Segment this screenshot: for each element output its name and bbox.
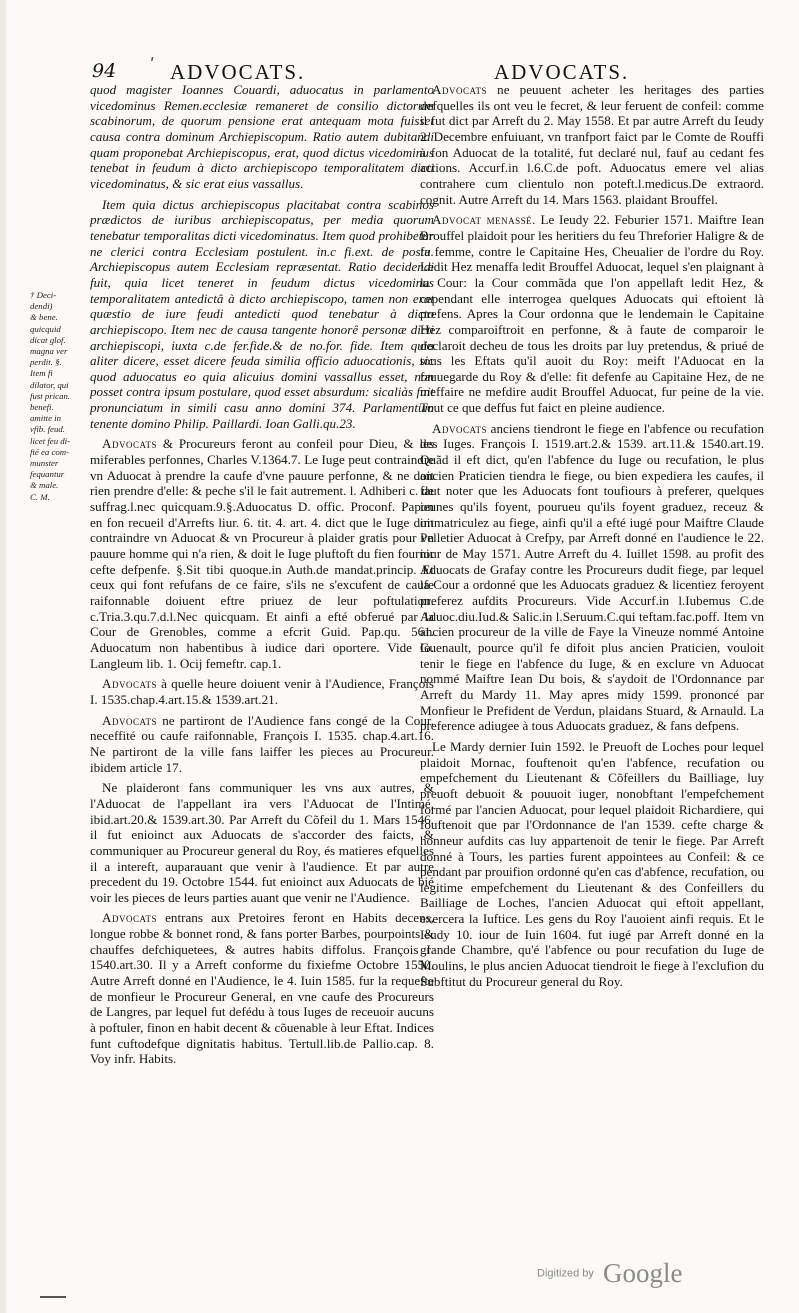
marginal-note-line: vfib. feud. [30, 424, 65, 435]
marginal-note-line: fust prican. [30, 390, 71, 401]
paragraph-text: Ne plaideront fans communiquer les vns aux autres, & l'Aduocat de l'appellant ira vers l'Aduocat de l'Intimé, ibid.art.20.& 1539.art.30. Par Arreft du Cõfeil du 1. Mars 1546. il fut enioinct aux Aduocats de s'accorder des faicts, & communiquer au Procureur general du Roy, és matieres efquelles il a intereft, auparauant que venir à l'audience. Et par autre precedent du 19. Octobre 1544. fut enioinct aux Aduocats de bié voir les pieces de leurs parties auant que venir ne l'Audience. [90, 780, 434, 905]
marginal-note-line: fequantur [30, 469, 65, 480]
marginal-note-line: benefi. [30, 402, 54, 413]
paragraph-lead-word: Advocats [102, 436, 157, 452]
marginal-note-line: & bene. [30, 312, 58, 323]
watermark-prefix: Digitized by [537, 1267, 594, 1280]
paragraph-lead-word: Advocats [102, 676, 157, 692]
paragraph-text: & Procureurs feront au confeil pour Dieu, & les miferables perfonnes, Charles V.1364.7. Le Iuge peut contraindre vn Aduocat à prendre la caufe d'vne pauure perfonne, & ne doit rien prendre d'elle: & peche s'il le fait autrement. l. Adhiberi c. de suffrag.l.nec quicquam.9.§.Aduocatus D. offic. Proconf. Papon en fon recueil d'Arrefts liur. 6. tit. 4. art. 4. dict que le Iuge doit contraindre vn Aduocat & vn Procureur à plaider gratis pour vn pauure homme qui n'a rien, & doit le Iuge pluftoft du fien fournir cefte defpenfe. §.Sit tibi quoque.in Auth.de mandat.princip. Et ceux qui font refufans de ce faire, s'ils ne s'excufent de caufe raifonnable doiuent eftre priuez de leur poftulation. c.Tria.3.qu.7.d.l.Nec quicquam. Et ainfi a efté obferué par la Cour de Grenobles, comme a efcrit Guid. Pap.qu. 561. Aduocatum non habentibus à iudice dari oportere. Vide Io. Langleum lib. 1. Ocij femeftr. cap.1. [90, 436, 434, 671]
paragraph [420, 739, 764, 990]
running-head-left: ADVOCATS. [170, 60, 306, 84]
flourish-mark: ʹ [150, 55, 155, 74]
paragraph-text: anciens tiendront le fiege en l'abfence ou recufation des Iuges. François I. 1519.art.2.& 1539. art.11.& 1540.art.19. Quãd il eft dict, qu'en l'abfence du Iuge ou recufation, le plus ancien Praticien tiendra le fiege, ou bien expediera les caufes, il faut noter que les Aduocats font toufiours à preferer, quelques ieunes qu'ils foyent, pourueu qu'ils foyent graduez, receuz & immatriculez au fiege, ainfi qu'il a efté iugé pour Maiftre Claude Pelletier Aduocat à Crefpy, par Arreft donné en l'audience le 22. iour de May 1571. Autre Arreft du 4. Iuillet 1598. au profit des Aduocats de Grafay contre les Procureurs dudit fiege, par lequel la Cour a ordonné que les Aduocats graduez & licentiez feroyent preferez aufdits Procureurs. Vide Accurf.in l.Iubemus C.de Aduoc.diu.Iud.& Salic.in l.Seruum.C.qui teftam.fac.poff. Item vn ancien procureur de la ville de Faye la Vineuze nommé Antoine Guenault, pource qu'il fe difoit plus ancien Praticien, vouloit tenir le fiege en l'abfence du Iuge, & en exclure vn Aduocat nommé Maiftre Iean Du bois, & s'aydoit de l'Ordonnance par Arreft du Mardy 11. May apres midy 1599. prononcé par Monfieur le Prefident de Verdun, plaidans Stuard, & Arnauld. La preference adiugee à tous Aduocats graduez, & fans defpens. [420, 420, 764, 734]
marginal-note [30, 290, 80, 503]
google-logo: Google [602, 1258, 683, 1288]
marginal-note-line: dendi) [30, 301, 53, 312]
corner-mark [40, 1296, 66, 1298]
digitized-by-watermark [537, 1258, 682, 1289]
running-head-right: ADVOCATS. [494, 60, 630, 84]
left-column [90, 82, 434, 1067]
paragraph-text: Le Mardy dernier Iuin 1592. le Preuoft de Loches pour lequel plaidoit Mornac, fouftenoit qu'en l'abfence, recufation ou empefchement du Lieutenant & Cõfeillers du Bailliage, luy preuoft debuoit & pouuoit iuger, nonobftant l'empefchement formé par l'ancien Aduocat, pour lequel plaidoit Richardiere, qui fouftenoit que par l'Ordonnance de l'an 1539. cefte charge & honneur aufdits cas luy appartenoit de tenir le fiege. Par Arreft donné à Tours, les parties furent appointees au Confeil: & ce pendant par prouifion ordonné qu'en cas d'abfence, recufation, ou legitime empefchement du Lieutenant & des Confeillers du Bailliage de Loches, l'ancien Aduocat qui eftoit appellant, exercera la Iuftice. Les gens du Roy l'auoient ainfi requis. Et le Ieudy 10. iour de Iuin 1604. fut iugé par Arreft donné en la grande Chambre, qu'é l'abfence ou pour recufation du Iuge de Moulins, le plus ancien Aduocat tiendroit le fiege à l'exclufion du Subftitut du Procureur general du Roy. [420, 738, 764, 989]
paragraph-lead-word: Advocat menassé. [432, 212, 536, 228]
marginal-note-line: amitte in [30, 413, 62, 424]
marginal-note-line: munster [30, 458, 59, 469]
marginal-note-line: licet feu di- [30, 435, 71, 446]
marginal-note-line: dicat glof. [30, 334, 66, 345]
paragraph-text: Item quia dictus archiepiscopus placitabat contra scabinos prædictos de iuribus archiepiscopatus, per media quorum tenebatur temporalitas dicti vicedominatus. Item quod prohibetur ne clerici contra Ecclesiam postulent. in.c fi.ext. de postu. Archiepiscopus autem Ecclesiam repræsentat. Ratio decidendi fuit, quia licet teneret in feudum dictus vicedominus temporalitatem antedictâ à dicto archiepiscopo, tamen non erat quæstio de iure feudi antedicti quod tenebatur à dicto archiepiscopo. Item nec de causa tangente honorê personæ dicti archiepiscopi, iuxta c.de fer.fide.& de no.for. fide. Item quia aliter dicere, esset dicere feuda similia officio aduocationis, sic quod aduocatus eo quia alicuius domini vassallus esset, non posset contra ipsum postulare, quod esset absurdum: sicaliàs fuit pronunciatum in simili casu anno domini 374. Parlamentum tenente domino Philip. Paillardi. Ioan Galli.qu.23. [90, 196, 434, 431]
paragraph [420, 82, 764, 207]
paragraph-lead-word: Advocats [102, 910, 157, 926]
paragraph [90, 82, 434, 192]
paragraph [420, 421, 764, 734]
marginal-note-line: perdit. §. [30, 357, 62, 368]
paragraph-text: ne peuuent acheter les heritages des parties defquelles ils ont veu le fecret, & leur feruent de confeil: comme il fut dict par Arreft du 2. May 1558. Et par autre Arreft du Ieudy 2. Decembre enfuiuant, vn tranfport faict par le Comte de Rouffi à fon Aduocat de la totalité, fut declaré nul, fauf au cedant fes actions. Accurf.in l.6.C.de poft. Aduocatus emere vel alias contrahere cum clientulo non poteft.l.medicus.De extraord. cognit. Autre Arreft du 14. Mars 1563. plaidant Brouffel. [420, 82, 764, 207]
paragraph-text: à quelle heure doiuent venir à l'Audience, François I. 1535.chap.4.art.15.& 1539.art.21. [90, 676, 434, 707]
right-column [420, 82, 764, 989]
marginal-note-line: † Deci- [30, 290, 57, 300]
paragraph [90, 910, 434, 1067]
paragraph-text: entrans aux Pretoires feront en Habits decens, longue robbe & bonnet rond, & fans porter Barbes, pourpoints & chauffes defchiquetees, & autres habits diffolus. François I. 1540.art.30. Il y a Arreft conforme du fixiefme Octobre 1550. Autre Arreft donné en l'Audience, le 4. Iuin 1585. fur la requefte de monfieur le Procureur General, en vne caufe des Procureurs de Langres, par lequel fut defédu à tous Iuges de receuoir aucuns à poftuler, finon en habit decent & cõuenable à leur Eftat. Indices funt cuftodefque dignitatis habitus. Tertull.lib.de Pallio.cap. 8. Voy infr. Habits. [90, 910, 434, 1067]
marginal-note-line: dilator, qui [30, 379, 69, 390]
marginal-note-line: quicquid [30, 323, 61, 334]
page-number: 94 [92, 60, 117, 82]
paragraph-text: ne partiront de l'Audience fans congé de la Cour, neceffité ou caufe raifonnable, François I. 1535. chap.4.art.16. Ne partiront de la ville fans laiffer les pieces au Procureur. ibidem article 17. [90, 712, 434, 775]
marginal-note-line: C. M. [30, 491, 50, 502]
paragraph [90, 780, 434, 905]
marginal-note-line: & male. [30, 480, 59, 491]
paragraph-lead-word: Advocats [102, 712, 157, 728]
paragraph [420, 212, 764, 416]
paragraph [90, 197, 434, 432]
paragraph [90, 436, 434, 671]
paragraph-text: quod magister Ioannes Couardi, aduocatus in parlamento vicedominus Remen.ecclesiæ remaneret de consilio dictorum scabinorum, de quorum pensione erat antequam mota fuisset causa contra dominum Archiepiscopum. Ratio autem dubitandi quam proponebat Archiepiscopus, erat, quod dictus vicedominus tenebat in feudum à dicto archiepiscopo temporalitatem dicti vicedominatus, & sic erat eius vassallus. [90, 82, 434, 191]
marginal-note-line: fté ea com- [30, 446, 70, 457]
paragraph-lead-word: Advocats [432, 82, 487, 97]
paragraph-lead-word: Advocats [432, 420, 487, 436]
marginal-note-line: magna ver [30, 346, 68, 357]
paragraph [90, 713, 434, 776]
marginal-note-line: Item fi [30, 368, 53, 379]
paragraph [90, 676, 434, 707]
paragraph-text: Le Ieudy 22. Feburier 1571. Maiftre Iean Brouffel plaidoit pour les heritiers du feu Threforier Haligre & de fa femme, contre le Capitaine Hes, Cheualier de l'ordre du Roy. Ledit Hez menaffa ledit Brouffel Aduocat, lequel s'en plaignant à la Cour: la Cour commãda que l'on appellaft ledit Hez, & cependant elle interrogea quelques Aduocats qui eftoient là prefens. Apres la Cour ordonna que le lendemain le Capitaine Hez comparoiftroit en perfonne, & à faute de comparoir le declaroit decheu de tous les droits par luy pretendus, & priué de tous les Eftats qu'il auoit du Roy: meift l'Aduocat en la fauuegarde du Roy & d'elle: fit defenfe au Capitaine Hez, de ne meffaire ne mefdire audit Brouffel Aduocat, fur peine de la vie. Tout ce que deffus fut faict en pleine audience. [420, 212, 765, 416]
page-edge [0, 0, 6, 1313]
